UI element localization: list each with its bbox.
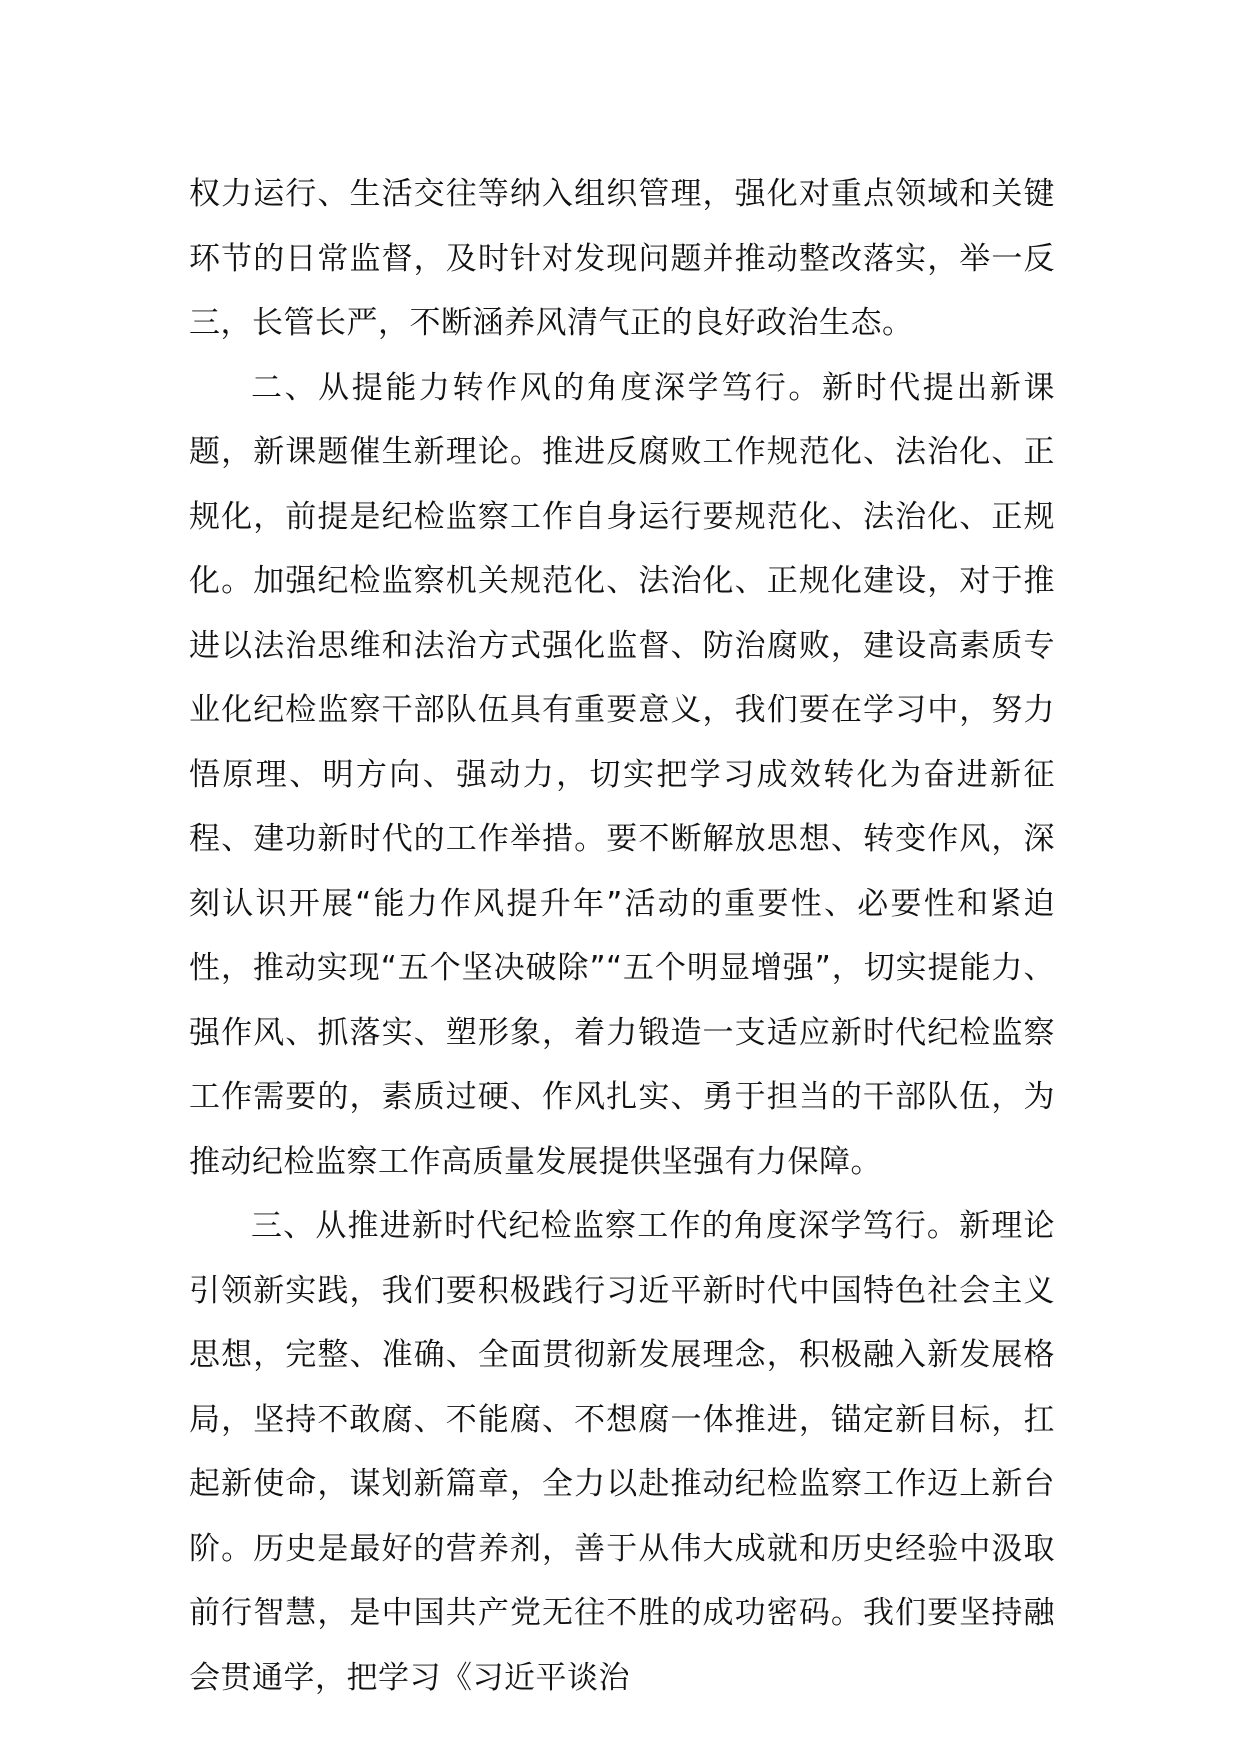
document-body — [189, 162, 1055, 1710]
paragraph-continuation: 权力运行、生活交往等纳入组织管理，强化对重点领域和关键环节的日常监督，及时针对发现问题并推动整改落实，举一反三，长管长严，不断涵养风清气正的良好政治生态。 — [189, 176, 1055, 341]
paragraph-section-two: 二、从提能力转作风的角度深学笃行。新时代提出新课题，新课题催生新理论。推进反腐败工作规范化、法治化、正规化，前提是纪检监察工作自身运行要规范化、法治化、正规化。加强纪检监察机关规范化、法治化、正规化建设，对于推进以法治思维和法治方式强化监督、防治腐败，建设高素质专业化纪检监察干部队伍具有重要意义，我们要在学习中，努力悟原理、明方向、强动力，切实把学习成效转化为奋进新征程、建功新时代的工作举措。要不断解放思想、转变作风，深刻认识开展“能力作风提升年”活动的重要性、必要性和紧迫性，推动实现“五个坚决破除”“五个明显增强”，切实提能力、强作风、抓落实、塑形象，着力锻造一支适应新时代纪检监察工作需要的，素质过硬、作风扎实、勇于担当的干部队伍，为推动纪检监察工作高质量发展提供坚强有力保障。 — [189, 369, 1055, 1180]
paragraph-section-three: 三、从推进新时代纪检监察工作的角度深学笃行。新理论引领新实践，我们要积极践行习近平新时代中国特色社会主义思想，完整、准确、全面贯彻新发展理念，积极融入新发展格局，坚持不敢腐、不能腐、不想腐一体推进，锚定新目标，扛起新使命，谋划新篇章，全力以赴推动纪检监察工作迈上新台阶。历史是最好的营养剂，善于从伟大成就和历史经验中汲取前行智慧，是中国共产党无往不胜的成功密码。我们要坚持融会贯通学，把学习《习近平谈治 — [189, 1208, 1055, 1696]
